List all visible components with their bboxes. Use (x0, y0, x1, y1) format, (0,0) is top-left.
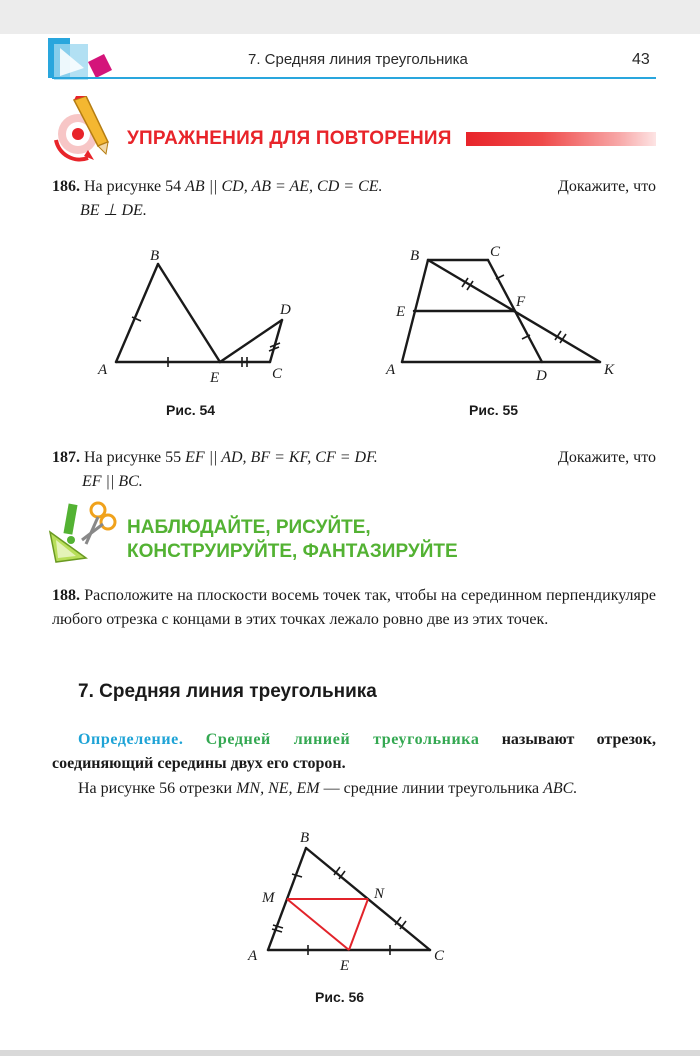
chapter-corner-icon (48, 38, 120, 82)
example-text: На рисунке 56 отрезки (78, 780, 233, 797)
point-label: E (396, 304, 406, 320)
point-label: F (516, 294, 526, 310)
point-label: A (248, 948, 258, 964)
figure-56 (240, 824, 460, 974)
point-label: B (300, 830, 310, 846)
section-title-line: НАБЛЮДАЙТЕ, РИСУЙТЕ, (127, 517, 371, 538)
pencil-target-icon (48, 96, 120, 162)
point-label: E (210, 370, 220, 385)
figure-56-caption: Рис. 56 (315, 989, 365, 1005)
problem-math: AB || CD, AB = AE, CD = CE. (185, 178, 383, 195)
definition-text: называют отрезок, соединяющий середины двух его сторон. (52, 731, 656, 772)
figure-55 (380, 240, 630, 390)
problem-text: Докажите, что (557, 178, 656, 195)
figure-54-caption: Рис. 54 (166, 402, 216, 418)
problem-text: На рисунке 54 (84, 178, 182, 195)
problem-text: На рисунке 55 (84, 449, 182, 466)
point-label: C (490, 244, 501, 260)
point-label: B (150, 248, 160, 264)
example-math: MN, NE, EM (236, 780, 320, 797)
problem-math: EF || BC. (82, 473, 143, 490)
compass-ruler-icon (46, 500, 120, 564)
point-label: K (604, 362, 615, 378)
problem-text: Расположите на плоскости восемь точек так, чтобы на серединном перпендикуляре любого отрезка с концами в этих точках лежало ровно две из этих точек. (52, 587, 656, 628)
header-divider (52, 77, 656, 79)
example-text: — средние линии треугольника (323, 780, 540, 797)
problem-187 (52, 446, 656, 494)
point-label: N (374, 886, 385, 902)
section-heading: 7. Средняя линия треугольника (78, 681, 377, 702)
problem-number: 187. (52, 449, 80, 466)
definition-keyword: Определение. (78, 731, 184, 748)
point-label: C (434, 948, 445, 964)
definition-term: Средней линией треугольника (205, 731, 480, 748)
viewer-bottom-bar (0, 1050, 700, 1056)
point-label: A (386, 362, 396, 378)
example-paragraph (52, 777, 656, 801)
point-label: E (340, 958, 350, 974)
definition-paragraph (52, 728, 656, 776)
problem-math: BE ⊥ DE. (80, 202, 147, 219)
point-label: A (98, 362, 108, 378)
point-label: D (536, 368, 547, 384)
viewer-top-bar (0, 0, 700, 35)
point-label: D (280, 302, 291, 318)
point-label: M (262, 890, 275, 906)
problem-math: EF || AD, BF = KF, CF = DF. (185, 449, 378, 466)
page-number: 43 (632, 51, 650, 68)
section-title-bar (466, 132, 656, 146)
point-label: B (410, 248, 420, 264)
section-title-line: КОНСТРУИРУЙТЕ, ФАНТАЗИРУЙТЕ (127, 541, 458, 562)
problem-186 (52, 175, 656, 223)
section-title-review: УПРАЖНЕНИЯ ДЛЯ ПОВТОРЕНИЯ (127, 128, 452, 149)
problem-188 (52, 584, 656, 632)
problem-number: 186. (52, 178, 80, 195)
figure-55-caption: Рис. 55 (469, 402, 519, 418)
example-math: ABC. (543, 780, 578, 797)
problem-number: 188. (52, 587, 80, 604)
section-title-observe (127, 516, 458, 564)
textbook-page (0, 34, 700, 1050)
figure-54 (92, 240, 312, 385)
point-label: C (272, 366, 283, 382)
running-header-title: 7. Средняя линия треугольника (248, 51, 468, 68)
problem-text: Докажите, что (557, 449, 656, 466)
